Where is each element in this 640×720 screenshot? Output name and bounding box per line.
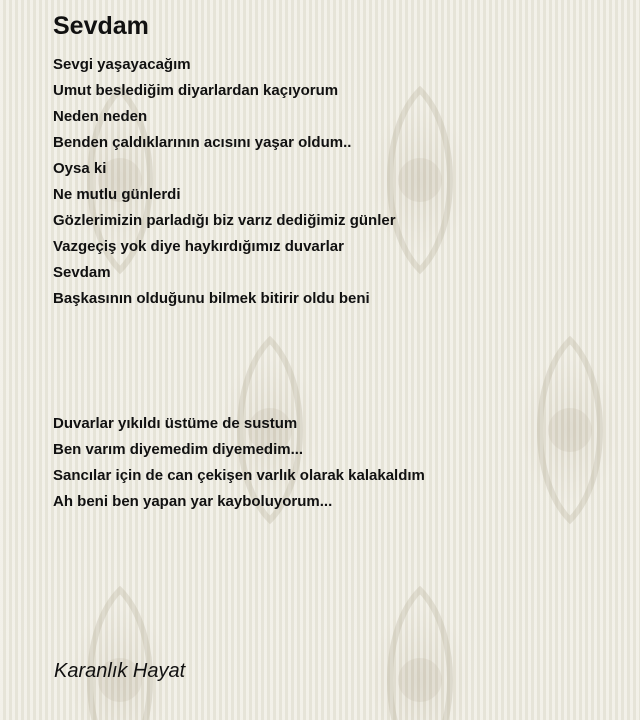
stanza-2 (53, 411, 425, 515)
poem-line: Duvarlar yıkıldı üstüme de sustum (53, 415, 298, 432)
poem-line: Sevdam (53, 264, 111, 281)
poem-line: Ah beni ben yapan yar kayboluyorum... (53, 493, 333, 510)
poem-line: Neden neden (53, 108, 148, 125)
poem-author: Karanlık Hayat (54, 660, 186, 682)
poem-line: Sancılar için de can çekişen varlık olarak kalakaldım (53, 467, 425, 484)
poem-container (53, 0, 623, 510)
poem-line: Oysa ki (53, 160, 107, 177)
poem-line: Ne mutlu günlerdi (53, 186, 181, 203)
poem-title: Sevdam (53, 12, 149, 40)
poem-line: Sevgi yaşayacağım (53, 56, 191, 73)
poem-line: Umut beslediğim diyarlardan kaçıyorum (53, 82, 339, 99)
poem-line: Başkasının olduğunu bilmek bitirir oldu beni (53, 290, 370, 307)
poem-line: Ben varım diyemedim diyemedim... (53, 441, 304, 458)
poem-line: Vazgeçiş yok diye haykırdığımız duvarlar (53, 238, 344, 255)
poem-line: Gözlerimizin parladığı biz varız dediğimiz günler (53, 212, 396, 229)
stanza-1 (53, 52, 396, 312)
poem-line: Benden çaldıklarının acısını yaşar oldum.. (53, 134, 352, 151)
